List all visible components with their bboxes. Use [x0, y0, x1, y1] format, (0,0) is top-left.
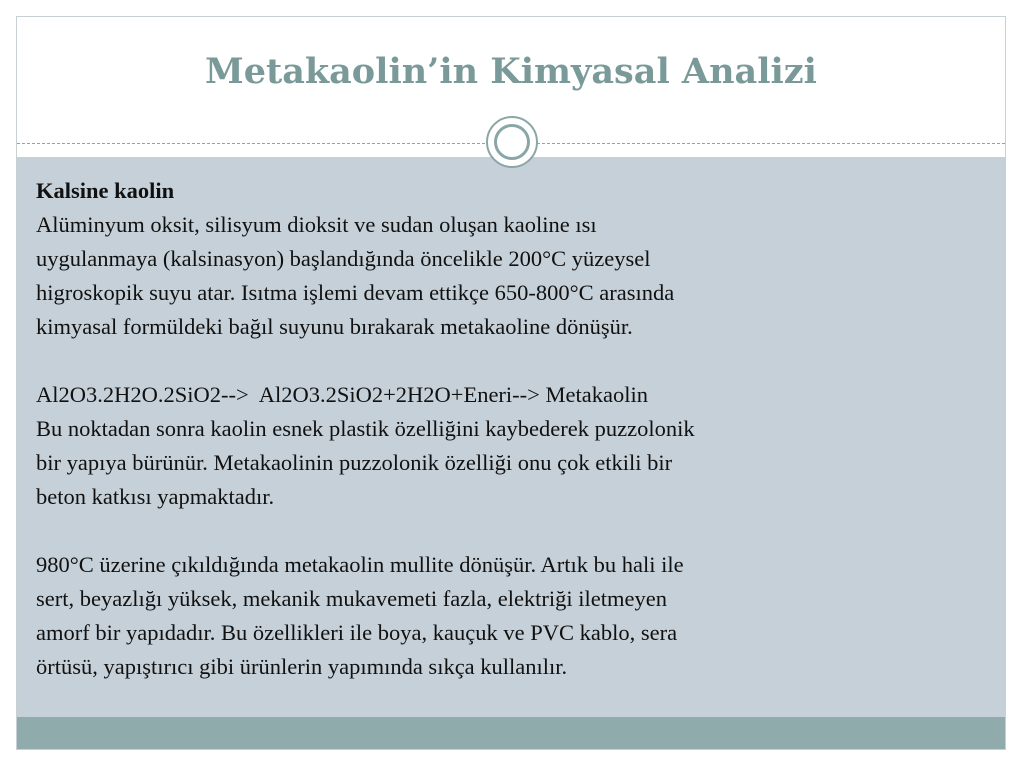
paragraph1-line: kimyasal formüldeki bağıl suyunu bırakarak metakaoline dönüşür. [36, 314, 633, 339]
paragraph2-line: beton katkısı yapmaktadır. [36, 484, 275, 509]
paragraph2-line: bir yapıya bürünür. Metakaolinin puzzolonik özelliği onu çok etkili bir [36, 450, 673, 475]
chemical-formula: Al2O3.2H2O.2SiO2--> Al2O3.2SiO2+2H2O+Eneri--> Metakaolin [36, 382, 648, 407]
footer-bar [17, 717, 1005, 750]
paragraph3-line: 980°C üzerine çıkıldığında metakaolin mullite dönüşür. Artık bu hali ile [36, 552, 684, 577]
paragraph3-line: örtüsü, yapıştırıcı gibi ürünlerin yapımında sıkça kullanılır. [36, 654, 568, 679]
circle-ornament-inner [494, 124, 530, 160]
paragraph1-line: uygulanmaya (kalsinasyon) başlandığında öncelikle 200°C yüzeysel [36, 246, 651, 271]
paragraph2-line: Bu noktadan sonra kaolin esnek plastik özelliğini kaybederek puzzolonik [36, 416, 695, 441]
paragraph3-line: amorf bir yapıdadır. Bu özellikleri ile boya, kauçuk ve PVC kablo, sera [36, 620, 678, 645]
paragraph3-line: sert, beyazlığı yüksek, mekanik mukavemeti fazla, elektriği iletmeyen [36, 586, 668, 611]
section-heading: Kalsine kaolin [36, 178, 175, 203]
body-text [36, 174, 966, 684]
circle-ornament-icon [486, 116, 538, 168]
paragraph1-line: higroskopik suyu atar. Isıtma işlemi devam ettikçe 650-800°C arasında [36, 280, 675, 305]
spacer [36, 514, 966, 548]
paragraph1-line: Alüminyum oksit, silisyum dioksit ve sudan oluşan kaoline ısı [36, 212, 597, 237]
spacer [36, 344, 966, 378]
slide-title: Metakaolin’in Kimyasal Analizi [205, 51, 817, 92]
